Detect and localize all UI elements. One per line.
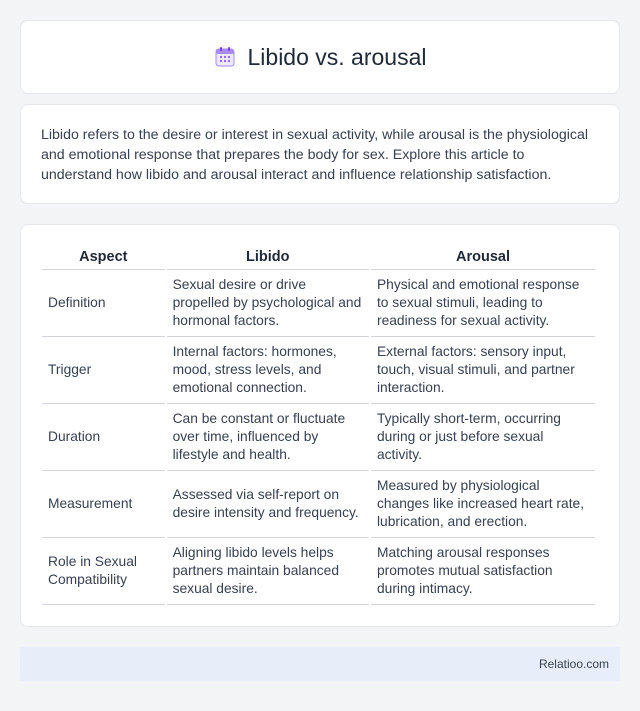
row-aspect-cell: Trigger (42, 337, 165, 404)
table-row (42, 538, 595, 605)
title-wrap (214, 44, 427, 71)
row-arousal-cell: External factors: sensory input, touch, visual stimuli, and partner interaction. (371, 337, 595, 404)
footer-brand: Relatioo.com (538, 657, 609, 671)
intro-card (20, 104, 620, 204)
row-arousal-cell: Measured by physiological changes like increased heart rate, lubrication, and erection. (371, 471, 595, 538)
table-card (20, 224, 620, 627)
row-libido-cell: Can be constant or fluctuate over time, influenced by lifestyle and health. (167, 404, 369, 471)
header-arousal: Arousal (371, 244, 595, 270)
title-card (20, 20, 620, 94)
row-aspect-cell: Measurement (42, 471, 165, 538)
row-arousal-cell: Physical and emotional response to sexual stimuli, leading to readiness for sexual activity. (371, 270, 595, 337)
row-arousal-cell: Typically short-term, occurring during or just before sexual activity. (371, 404, 595, 471)
row-aspect-cell: Role in Sexual Compatibility (42, 538, 165, 605)
table-row (42, 270, 595, 337)
footer (20, 647, 620, 681)
table-row (42, 337, 595, 404)
table-header-row (42, 244, 595, 270)
page-title: Libido vs. arousal (247, 43, 427, 70)
row-libido-cell: Internal factors: hormones, mood, stress levels, and emotional connection. (167, 337, 369, 404)
table-row (42, 471, 595, 538)
comparison-table (40, 244, 597, 605)
row-libido-cell: Sexual desire or drive propelled by psychological and hormonal factors. (167, 270, 369, 337)
table-row (42, 404, 595, 471)
row-aspect-cell: Definition (42, 270, 165, 337)
row-libido-cell: Aligning libido levels helps partners maintain balanced sexual desire. (167, 538, 369, 605)
row-libido-cell: Assessed via self-report on desire intensity and frequency. (167, 471, 369, 538)
row-aspect-cell: Duration (42, 404, 165, 471)
header-libido: Libido (167, 244, 369, 270)
calendar-icon (214, 46, 236, 68)
row-arousal-cell: Matching arousal responses promotes mutual satisfaction during intimacy. (371, 538, 595, 605)
intro-paragraph: Libido refers to the desire or interest in sexual activity, while arousal is the physiological and emotional response that prepares the body for sex. Explore this article to understand how libido and arousal interact and influence relationship satisfaction. (41, 127, 589, 183)
header-aspect: Aspect (42, 244, 165, 270)
